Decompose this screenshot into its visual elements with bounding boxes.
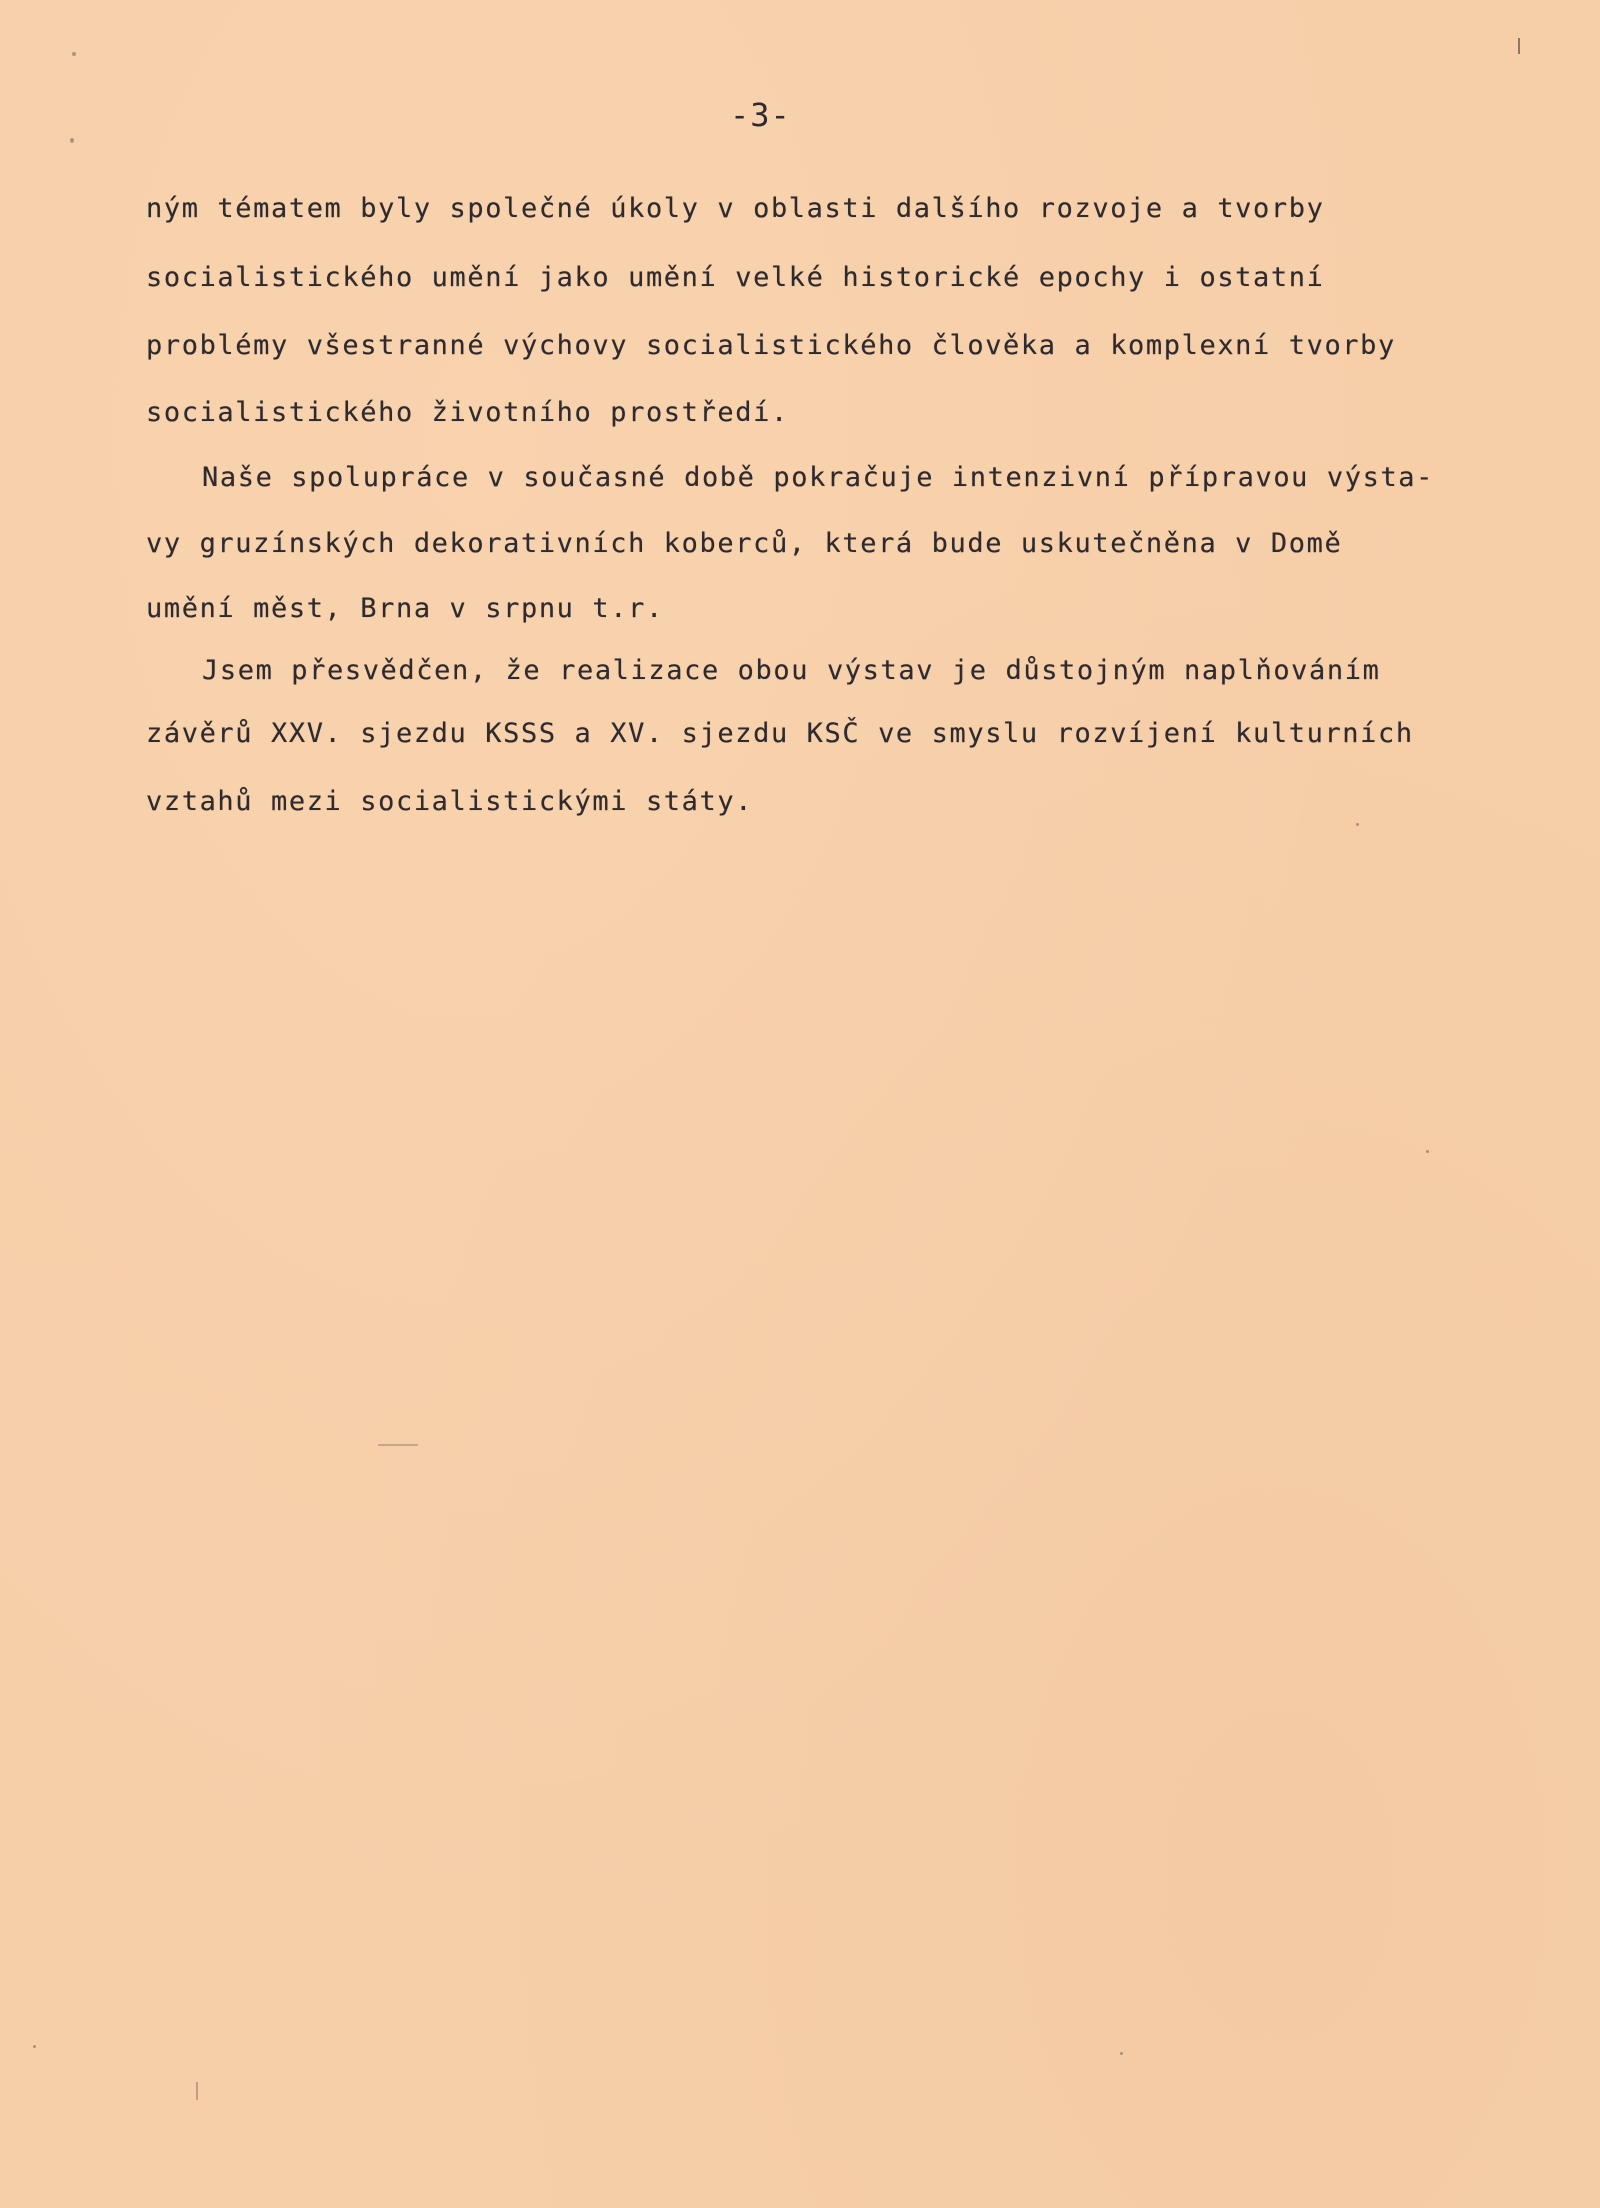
paper-speck [33,2045,36,2048]
paper-speck [72,52,76,56]
text-line-4: socialistického životního prostředí. [146,397,789,428]
text-line-7: umění měst, Brna v srpnu t.r. [146,593,664,624]
text-line-6: vy gruzínských dekorativních koberců, která bude uskutečněna v Domě [146,528,1343,559]
page-number: -3- [730,96,791,134]
paper-speck [1426,1150,1429,1153]
text-line-9: závěrů XXV. sjezdu KSSS a XV. sjezdu KSČ ve smyslu rozvíjení kulturních [146,718,1414,749]
text-line-8: Jsem přesvědčen, že realizace obou výstav je důstojným naplňováním [202,655,1381,686]
paper-streak [378,1444,418,1446]
paper-scratch [196,2082,198,2100]
text-line-2: socialistického umění jako umění velké historické epochy i ostatní [146,262,1325,293]
paper-speck [70,138,74,143]
paper-speck [1356,823,1359,826]
paper-speck [1120,2052,1123,2055]
text-line-1: ným tématem byly společné úkoly v oblasti dalšího rozvoje a tvorby [146,193,1325,224]
text-line-5: Naše spolupráce v současné době pokračuje intenzivní přípravou výsta- [202,462,1435,493]
text-line-10: vztahů mezi socialistickými státy. [146,786,754,817]
text-line-3: problémy všestranné výchovy socialistického člověka a komplexní tvorby [146,330,1396,361]
paper-scratch [1518,38,1520,54]
